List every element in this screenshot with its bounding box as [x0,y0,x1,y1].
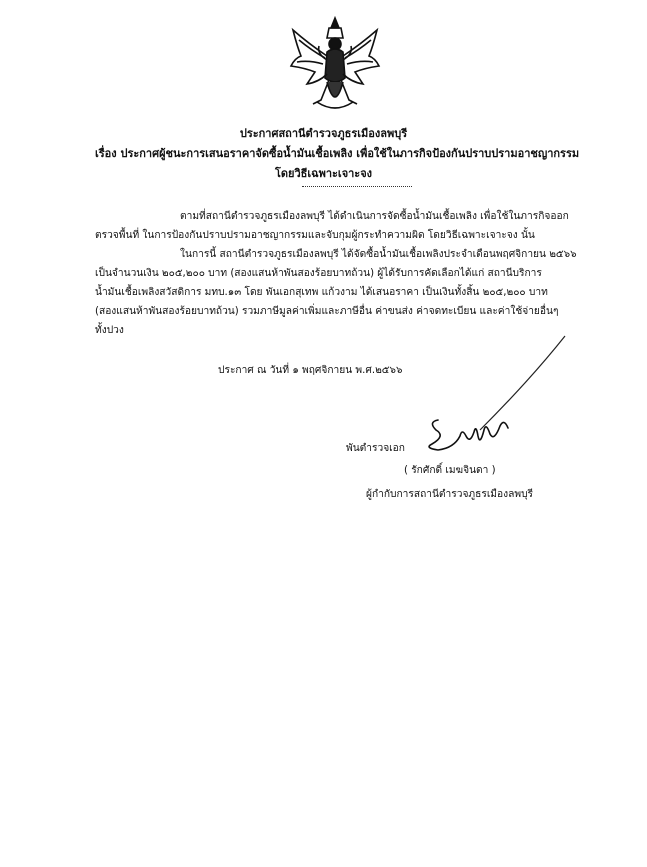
announcement-subject: เรื่อง ประกาศผู้ชนะการเสนอราคาจัดซื้อน้ำมันเชื้อเพลิง เพื่อใช้ในภารกิจป้องกันปราบปรามอาชญากรรม [95,147,580,160]
announcement-date: ประกาศ ณ วันที่ ๑ พฤศจิกายน พ.ศ.๒๕๖๖ [218,365,403,376]
dotted-separator [302,186,412,187]
paragraph-2-line-1: ในการนี้ สถานีตำรวจภูธรเมืองลพบุรี ได้จัดซื้อน้ำมันเชื้อเพลิงประจำเดือนพฤศจิกายน ๒๕๖๖ [180,249,577,260]
procurement-method: โดยวิธีเฉพาะเจาะจง [274,167,373,180]
paragraph-1-line-1: ตามที่สถานีตำรวจภูธรเมืองลพบุรี ได้ดำเนินการจัดซื้อน้ำมันเชื้อเพลิง เพื่อใช้ในภารกิจออก [180,211,569,222]
garuda-emblem-icon [287,16,383,114]
announcement-title: ประกาศสถานีตำรวจภูธรเมืองลพบุรี [239,127,408,140]
paragraph-1-line-2: ตรวจพื้นที่ ในการป้องกันปราบปรามอาชญากรรมและจับกุมผู้กระทำความผิด โดยวิธีเฉพาะเจาะจง นั้น [95,230,535,241]
signer-name: ( รักศักดิ์ เมฆจินดา ) [404,465,496,476]
paragraph-2-line-4: (สองแสนห้าพันสองร้อยบาทถ้วน) รวมภาษีมูลค่าเพิ่มและภาษีอื่น ค่าขนส่ง ค่าจดทะเบียน และค่าใช้จ่ายอื่นๆ [95,306,559,317]
paragraph-2-line-2: เป็นจำนวนเงิน ๒๐๕,๒๐๐ บาท (สองแสนห้าพันสองร้อยบาทถ้วน) ผู้ได้รับการคัดเลือกได้แก่ สถานีบริการ [95,268,542,279]
paragraph-2-line-3: น้ำมันเชื้อเพลิงสวัสดิการ มทบ.๑๓ โดย พันเอกสุเทพ แก้วงาม ได้เสนอราคา เป็นเงินทั้งสิ้น ๒๐๕,๒๐๐ บาท [95,287,548,298]
handwritten-signature-icon [420,400,520,460]
signer-rank: พันตำรวจเอก [346,443,405,454]
paragraph-2-line-5: ทั้งปวง [95,325,124,336]
signer-position: ผู้กำกับการสถานีตำรวจภูธรเมืองลพบุรี [366,489,534,500]
